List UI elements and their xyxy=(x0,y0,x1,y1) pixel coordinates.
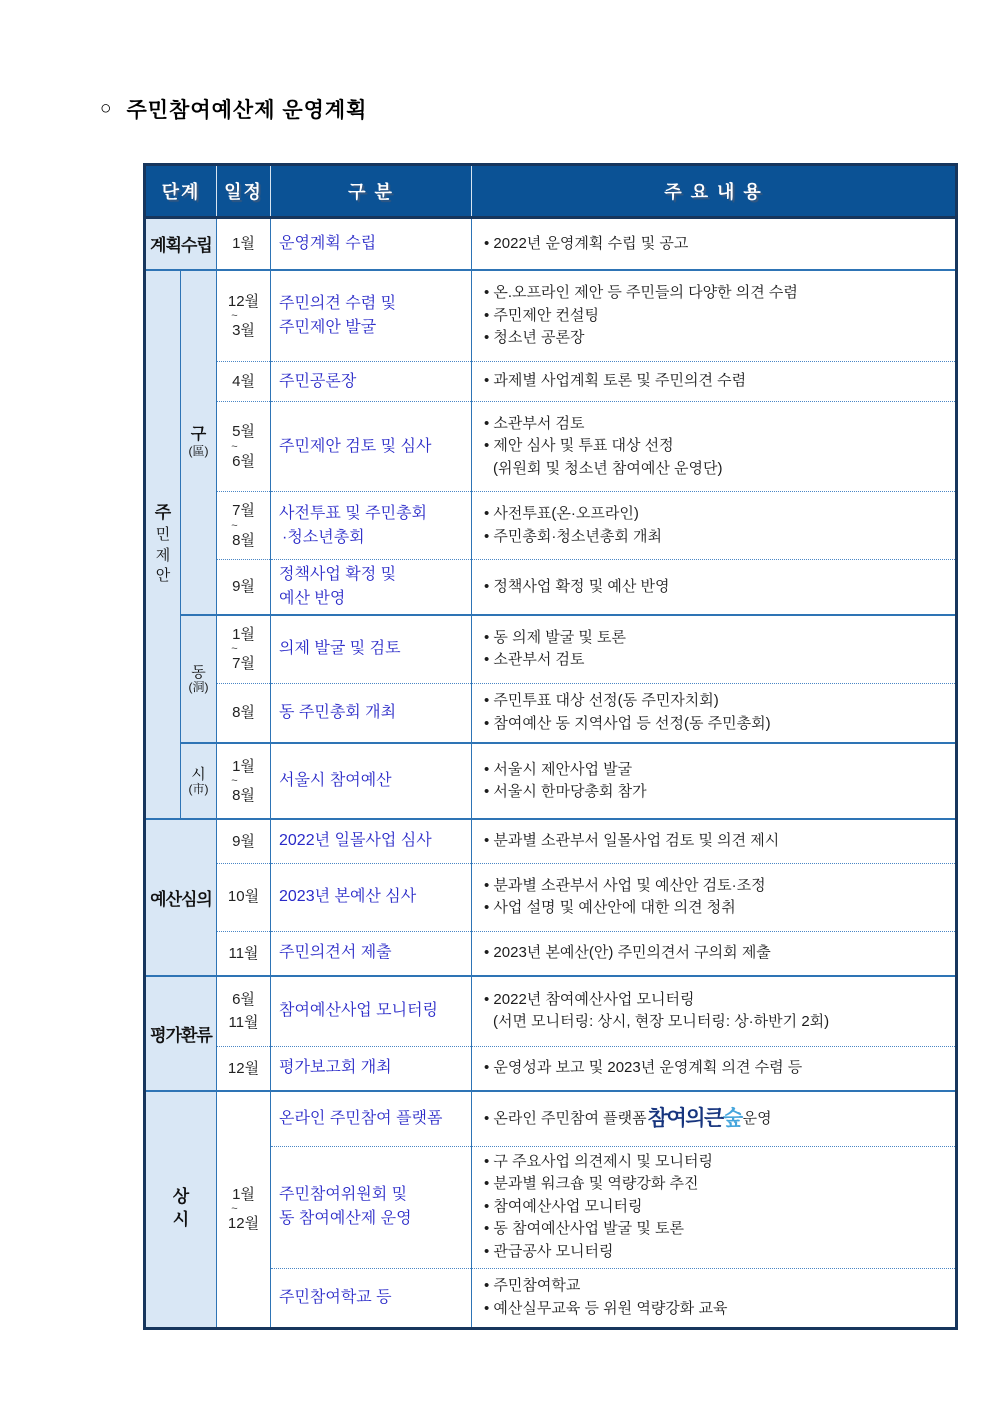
schedule-cell xyxy=(217,362,271,402)
category-text: 정책사업 확정 및 xyxy=(279,566,397,583)
category-text: 2023년 본예산 심사 xyxy=(279,888,417,905)
content-line: • 사업 설명 및 예산안에 대한 의견 청취 xyxy=(484,899,736,916)
table-row xyxy=(145,976,957,1046)
category-cell xyxy=(271,362,472,402)
schedule-cell xyxy=(217,743,271,819)
group-cell-dong xyxy=(181,615,217,743)
stage-cell-plan: 계획수립 xyxy=(145,218,217,270)
stage-char: 상 xyxy=(172,1187,190,1207)
schedule-cell xyxy=(217,615,271,683)
table-row xyxy=(145,615,957,683)
table-header-row xyxy=(145,165,957,218)
content-cell xyxy=(472,743,957,819)
category-text: 2022년 일몰사업 심사 xyxy=(279,832,432,850)
schedule-cell xyxy=(217,683,271,743)
operation-plan-table xyxy=(143,163,958,1330)
circle-bullet-icon: ○ xyxy=(100,98,113,119)
tilde: ~ xyxy=(231,775,238,787)
category-cell xyxy=(271,1046,472,1091)
schedule-cell xyxy=(217,976,271,1046)
category-text: 주민의견서 제출 xyxy=(279,944,392,962)
content-line: • 2022년 운영계획 수립 및 공고 xyxy=(484,234,689,252)
category-cell xyxy=(271,931,472,976)
stage-cell-review: 예산심의 xyxy=(145,819,217,976)
table-row xyxy=(145,683,957,743)
category-cell xyxy=(271,743,472,819)
logo-last: 숲 xyxy=(722,1107,742,1130)
stage-char: 시 xyxy=(172,1210,190,1230)
content-line: (서면 모니터링: 상시, 현장 모니터링: 상·하반기 2회) xyxy=(493,1013,830,1031)
schedule-cell xyxy=(217,1046,271,1091)
content-cell xyxy=(472,976,957,1046)
content-line: • 서울시 한마당총회 참가 xyxy=(484,783,647,800)
content-line: • 분과별 소관부서 일몰사업 검토 및 의견 제시 xyxy=(484,832,780,849)
schedule-cell xyxy=(217,270,271,362)
group-hanja: (洞) xyxy=(188,680,209,695)
category-text: 주민제안 발굴 xyxy=(279,318,377,336)
content-line: • 과제별 사업계획 토론 및 주민의견 수렴 xyxy=(484,372,747,390)
month: 3월 xyxy=(232,321,255,339)
table-row xyxy=(145,362,957,402)
schedule-cell xyxy=(217,931,271,976)
table-row xyxy=(145,743,957,819)
month: 8월 xyxy=(232,787,255,804)
header-schedule: 일정 xyxy=(217,165,271,218)
header-stage: 단계 xyxy=(145,165,217,218)
stage-cell-proposal xyxy=(145,270,181,820)
tilde: ~ xyxy=(231,643,238,656)
category-cell xyxy=(271,402,472,492)
category-cell xyxy=(271,218,472,270)
stage-cell-always xyxy=(145,1091,217,1328)
month: 1월 xyxy=(232,626,255,643)
content-line: • 소관부서 검토 xyxy=(484,651,585,669)
group-cell-gu xyxy=(181,270,217,616)
content-line: • 제안 심사 및 투표 대상 선정 xyxy=(484,437,674,455)
category-text: 동 참여예산제 운영 xyxy=(279,1210,412,1227)
month: 8월 xyxy=(232,531,255,549)
content-cell xyxy=(472,1146,957,1268)
category-text: 주민의견 수렴 및 xyxy=(279,294,397,312)
category-text: 동 주민총회 개최 xyxy=(279,703,397,721)
category-text: 참여예산사업 모니터링 xyxy=(279,1002,439,1020)
category-cell xyxy=(271,1146,472,1268)
content-cell xyxy=(472,931,957,976)
content-line: • 주민총회·청소년총회 개최 xyxy=(484,527,662,545)
stage-cell-feedback: 평가환류 xyxy=(145,976,217,1091)
content-line: • 주민제안 컨설팅 xyxy=(484,306,600,324)
category-cell xyxy=(271,615,472,683)
table-row xyxy=(145,492,957,560)
content-cell xyxy=(472,402,957,492)
category-text: 운영계획 수립 xyxy=(279,234,377,252)
content-line: • 2023년 본예산(안) 주민의견서 구의회 제출 xyxy=(484,944,771,961)
content-cell xyxy=(472,819,957,863)
content-cell xyxy=(472,863,957,931)
month: 7월 xyxy=(232,655,255,673)
category-text: 의제 발굴 및 검토 xyxy=(279,640,401,658)
content-cell xyxy=(472,218,957,270)
content-cell xyxy=(472,1091,957,1146)
category-text: 사전투표 및 주민총회 xyxy=(279,504,427,522)
schedule-cell xyxy=(217,218,271,270)
month: 9월 xyxy=(232,832,255,850)
table-row xyxy=(145,270,957,362)
content-line: • 참여예산사업 모니터링 xyxy=(484,1197,643,1215)
category-text: 온라인 주민참여 플랫폼 xyxy=(279,1109,443,1127)
category-text: 주민참여학교 등 xyxy=(279,1288,392,1306)
month: 1월 xyxy=(232,757,255,775)
category-cell xyxy=(271,492,472,560)
content-cell xyxy=(472,683,957,743)
content-cell xyxy=(472,362,957,402)
month: 4월 xyxy=(232,372,255,390)
content-line: (위원회 및 청소년 참여예산 운영단) xyxy=(493,459,723,477)
content-line: • 사전투표(온·오프라인) xyxy=(484,505,639,522)
group-hanja: (市) xyxy=(188,782,209,797)
month: 11월 xyxy=(228,944,259,962)
schedule-cell xyxy=(217,560,271,616)
page-title xyxy=(100,94,367,124)
schedule-cell xyxy=(217,492,271,560)
category-cell xyxy=(271,1091,472,1146)
content-line: • 동 의제 발굴 및 토론 xyxy=(484,628,627,646)
month: 9월 xyxy=(232,578,255,596)
month: 5월 xyxy=(232,423,255,441)
tilde: ~ xyxy=(231,1203,238,1216)
table-row xyxy=(145,819,957,863)
schedule-cell xyxy=(217,402,271,492)
category-text: 평가보고회 개최 xyxy=(279,1059,392,1077)
header-category: 구 분 xyxy=(271,165,472,218)
content-line: • 분과별 워크숍 및 역량강화 추진 xyxy=(484,1175,699,1193)
content-line: • 예산실무교육 등 위원 역량강화 교육 xyxy=(484,1299,728,1317)
page-title-text: 주민참여예산제 운영계획 xyxy=(126,99,368,122)
content-cell xyxy=(472,615,957,683)
month: 12월 xyxy=(227,1215,260,1233)
tilde: ~ xyxy=(231,440,238,453)
content-line: • 2022년 참여예산사업 모니터링 xyxy=(484,990,695,1008)
tilde: ~ xyxy=(231,309,238,322)
group-label: 시 xyxy=(191,765,206,783)
content-line: • 정책사업 확정 및 예산 반영 xyxy=(484,577,670,595)
category-cell xyxy=(271,1268,472,1328)
category-text: 주민공론장 xyxy=(279,372,357,390)
content-text: • 온라인 주민참여 플랫폼 xyxy=(484,1109,647,1127)
tilde: ~ xyxy=(231,519,238,532)
month: 1월 xyxy=(232,1186,255,1203)
content-line: • 청소년 공론장 xyxy=(484,329,585,346)
content-cell xyxy=(472,1046,957,1091)
stage-char: 민 xyxy=(155,526,171,544)
category-cell xyxy=(271,560,472,616)
content-cell xyxy=(472,560,957,616)
category-cell xyxy=(271,819,472,863)
month: 8월 xyxy=(232,704,255,722)
stage-char: 제 xyxy=(155,546,171,564)
month: 12월 xyxy=(227,292,260,310)
logo-main: 참여의큰 xyxy=(647,1107,723,1130)
schedule-cell xyxy=(217,863,271,931)
content-line: • 주민참여학교 xyxy=(484,1277,581,1294)
month: 6월 xyxy=(232,991,255,1008)
month: 11월 xyxy=(228,1014,259,1032)
content-line: • 온.오프라인 제안 등 주민들의 다양한 의견 수렴 xyxy=(484,284,798,301)
content-line: • 서울시 제안사업 발굴 xyxy=(484,760,633,778)
schedule-cell xyxy=(217,1091,271,1328)
table-row xyxy=(145,1091,957,1146)
content-line: • 운영성과 보고 및 2023년 운영계획 의견 수렴 등 xyxy=(484,1059,803,1076)
category-cell xyxy=(271,683,472,743)
group-hanja: (區) xyxy=(188,443,209,458)
content-line: • 분과별 소관부서 사업 및 예산안 검토·조정 xyxy=(484,876,766,894)
category-text: 예산 반영 xyxy=(279,590,346,607)
header-content: 주 요 내 용 xyxy=(472,165,957,218)
stage-char: 안 xyxy=(155,566,171,584)
month: 1월 xyxy=(232,235,255,253)
content-line: • 소관부서 검토 xyxy=(484,414,585,432)
table-row xyxy=(145,402,957,492)
content-line xyxy=(484,1103,951,1135)
content-line: • 동 참여예산사업 발굴 및 토론 xyxy=(484,1220,684,1238)
content-cell xyxy=(472,270,957,362)
content-line: • 참여예산 동 지역사업 등 선정(동 주민총회) xyxy=(484,714,771,732)
content-cell xyxy=(472,492,957,560)
month: 7월 xyxy=(232,502,255,520)
content-line: • 주민투표 대상 선정(동 주민자치회) xyxy=(484,692,719,710)
table-row xyxy=(145,218,957,270)
category-cell xyxy=(271,976,472,1046)
content-line: • 관급공사 모니터링 xyxy=(484,1242,614,1260)
stage-char: 주 xyxy=(154,503,172,523)
chamyeo-keunsup-logo xyxy=(647,1103,743,1135)
month: 12월 xyxy=(227,1059,260,1077)
table-row xyxy=(145,560,957,616)
content-text: 운영 xyxy=(742,1109,772,1127)
group-label: 동 xyxy=(191,663,206,681)
group-label: 구 xyxy=(190,426,207,444)
category-text: 주민제안 검토 및 심사 xyxy=(279,437,432,455)
table-row xyxy=(145,863,957,931)
schedule-cell xyxy=(217,819,271,863)
table-row xyxy=(145,931,957,976)
category-text: 서울시 참여예산 xyxy=(279,772,392,789)
category-cell xyxy=(271,270,472,362)
content-cell xyxy=(472,1268,957,1328)
month: 6월 xyxy=(232,452,255,470)
category-cell xyxy=(271,863,472,931)
content-line: • 구 주요사업 의견제시 및 모니터링 xyxy=(484,1152,713,1170)
table-row xyxy=(145,1046,957,1091)
category-text: ·청소년총회 xyxy=(282,528,365,546)
month: 10월 xyxy=(227,888,260,906)
category-text: 주민참여위원회 및 xyxy=(279,1186,408,1203)
